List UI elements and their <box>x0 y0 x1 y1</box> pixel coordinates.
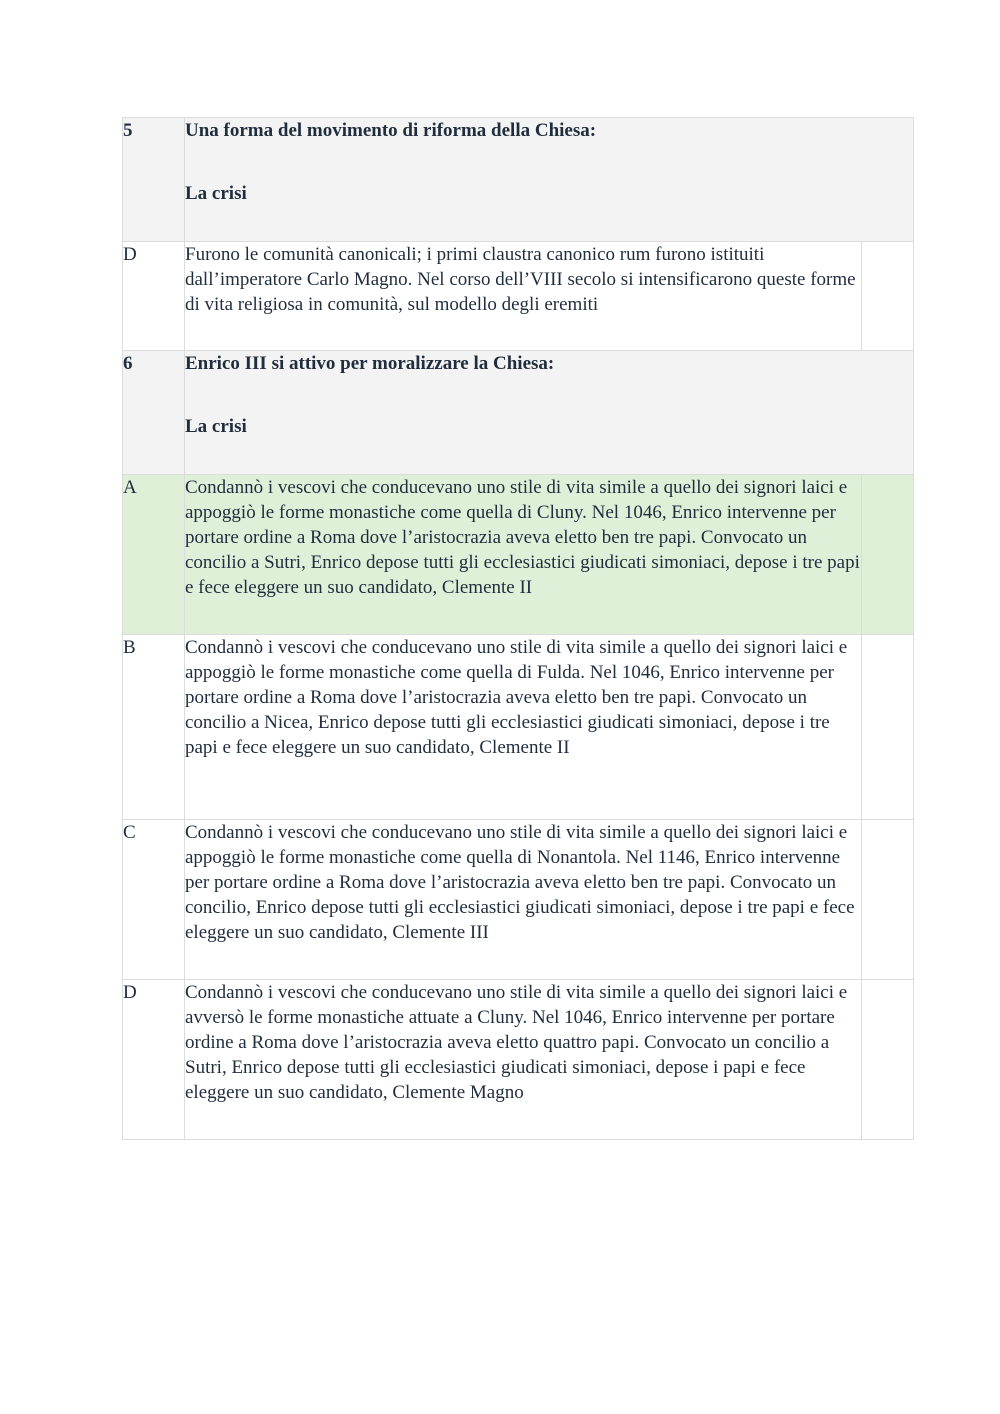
answer-mark-cell <box>862 820 914 980</box>
question-title: Enrico III si attivo per moralizzare la Chiesa: <box>185 353 555 374</box>
answer-mark-cell <box>862 635 914 820</box>
option-text: Condannò i vescovi che conducevano uno stile di vita simile a quello dei signori laici e appoggiò le forme monastiche come quella di Fulda. Nel 1046, Enrico intervenne per portare ordine a Roma dove l’aristocrazia aveva eletto ben tre papi. Convocato un concilio a Nicea, Enrico depose tutti gli ecclesiastici giudicati simoniaci, depose i tre papi e fece eleggere un suo candidato, Clemente II <box>185 635 862 820</box>
answer-mark-cell <box>862 980 914 1140</box>
answer-mark-cell <box>862 242 914 351</box>
question-title: Una forma del movimento di riforma della Chiesa: <box>185 120 597 141</box>
option-text: Condannò i vescovi che conducevano uno stile di vita simile a quello dei signori laici e appoggiò le forme monastiche come quella di Cluny. Nel 1046, Enrico intervenne per portare ordine a Roma dove l’aristocrazia aveva eletto ben tre papi. Convocato un concilio a Sutri, Enrico depose tutti gli ecclesiastici giudicati simoniaci, depose i tre papi e fece eleggere un suo candidato, Clemente II <box>185 475 862 635</box>
option-row-correct <box>123 475 914 635</box>
option-row <box>123 242 914 351</box>
option-row <box>123 980 914 1140</box>
option-letter: B <box>123 635 185 820</box>
question-number: 5 <box>123 118 185 242</box>
option-letter: A <box>123 475 185 635</box>
option-text: Condannò i vescovi che conducevano uno stile di vita simile a quello dei signori laici e appoggiò le forme monastiche come quella di Nonantola. Nel 1146, Enrico intervenne per portare ordine a Roma dove l’aristocrazia aveva eletto ben tre papi. Convocato un concilio, Enrico depose tutti gli ecclesiastici giudicati simoniaci, depose i tre papi e fece eleggere un suo candidato, Clemente III <box>185 820 862 980</box>
option-text: Furono le comunità canonicali; i primi claustra canonico rum furono istituiti dall’imperatore Carlo Magno. Nel corso dell’VIII secolo si intensificarono queste forme di vita religiosa in comunità, sul modello degli eremiti <box>185 242 862 351</box>
option-letter: D <box>123 242 185 351</box>
question-row <box>123 351 914 475</box>
answer-mark-cell <box>862 475 914 635</box>
option-row <box>123 820 914 980</box>
question-topic: La crisi <box>185 416 247 437</box>
option-letter: D <box>123 980 185 1140</box>
question-topic: La crisi <box>185 183 247 204</box>
option-text: Condannò i vescovi che conducevano uno stile di vita simile a quello dei signori laici e avversò le forme monastiche attuate a Cluny. Nel 1046, Enrico intervenne per portare ordine a Roma dove l’aristocrazia aveva eletto quattro papi. Convocato un concilio a Sutri, Enrico depose tutti gli ecclesiastici giudicati simoniaci, depose i papi e fece eleggere un suo candidato, Clemente Magno <box>185 980 862 1140</box>
question-body <box>185 118 914 242</box>
question-body <box>185 351 914 475</box>
option-letter: C <box>123 820 185 980</box>
option-row <box>123 635 914 820</box>
quiz-table <box>122 117 914 1140</box>
question-number: 6 <box>123 351 185 475</box>
question-row <box>123 118 914 242</box>
